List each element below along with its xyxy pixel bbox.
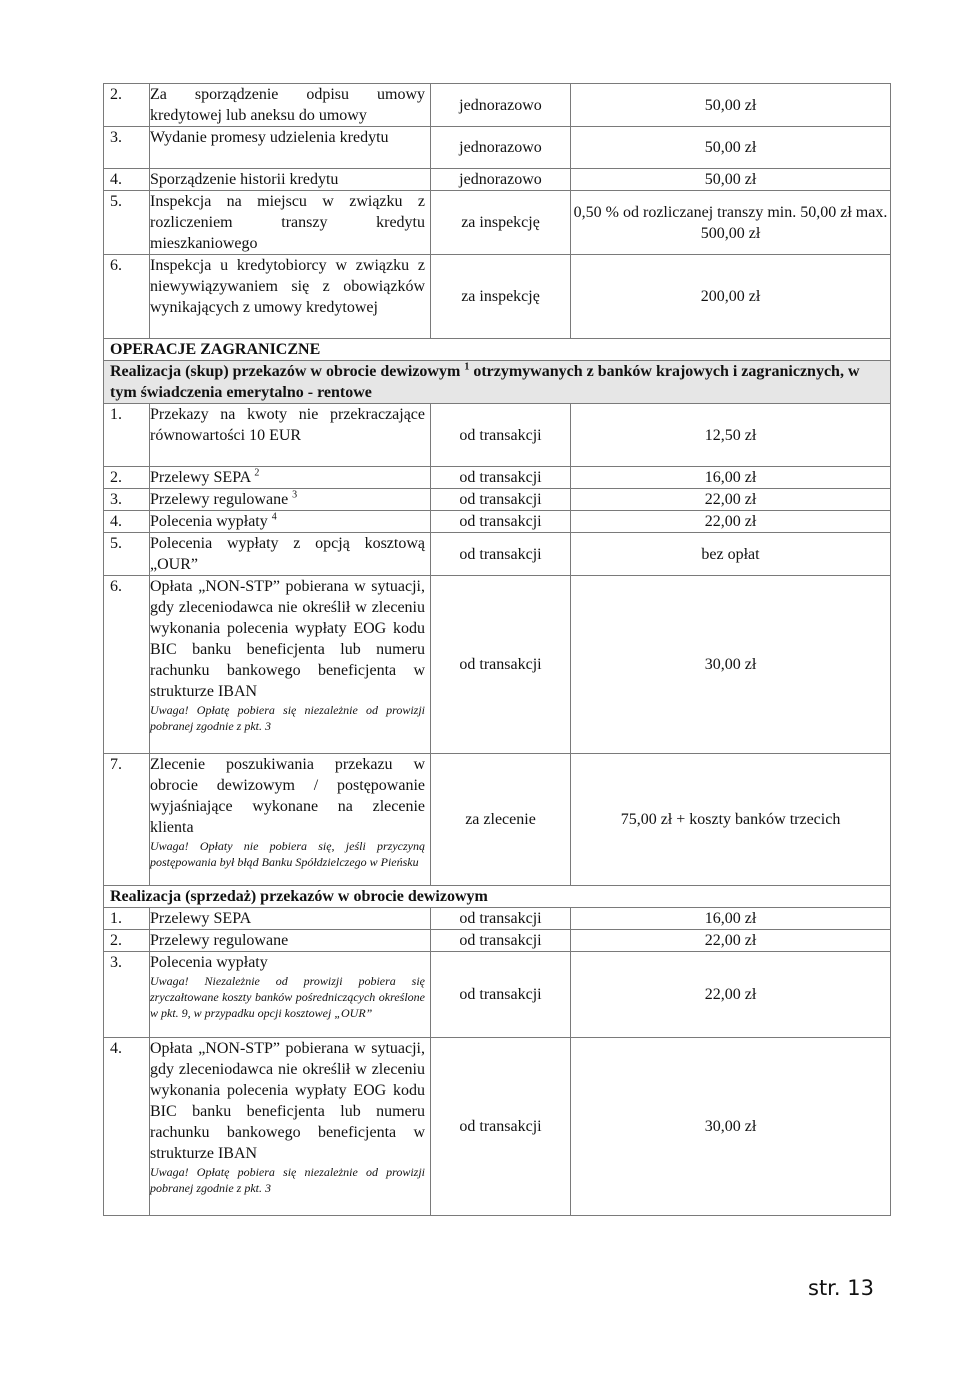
fee-description: Przekazy na kwoty nie przekraczające równowartości 10 EUR bbox=[150, 404, 431, 467]
fee-amount: 22,00 zł bbox=[571, 952, 891, 1038]
row-number: 6. bbox=[104, 255, 150, 339]
fee-basis: jednorazowo bbox=[431, 169, 571, 191]
fee-note: Uwaga! Opłatę pobiera się niezależnie od prowizji pobranej zgodnie z pkt. 3 bbox=[150, 1165, 425, 1195]
fee-description: Polecenia wypłaty z opcją kosztową „OUR” bbox=[150, 533, 431, 576]
fee-amount: 50,00 zł bbox=[571, 169, 891, 191]
table-row bbox=[104, 511, 891, 533]
fee-note: Uwaga! Niezależnie od prowizji pobiera się zryczałtowane koszty banków pośredniczących określone w pkt. 9, w przypadku opcji kosztowej „OUR” bbox=[150, 974, 425, 1020]
fee-basis: jednorazowo bbox=[431, 84, 571, 127]
fee-note: Uwaga! Opłaty nie pobiera się, jeśli przyczyną postępowania był błąd Banku Spółdzielczego w Pieńsku bbox=[150, 839, 425, 869]
row-number: 3. bbox=[104, 952, 150, 1038]
table-row bbox=[104, 908, 891, 930]
fee-basis: od transakcji bbox=[431, 952, 571, 1038]
row-number: 3. bbox=[104, 489, 150, 511]
section-header bbox=[104, 361, 891, 404]
row-number: 5. bbox=[104, 191, 150, 255]
page-number: str. 13 bbox=[808, 1276, 874, 1300]
fee-basis: od transakcji bbox=[431, 489, 571, 511]
fee-table bbox=[103, 83, 891, 1216]
section-title-foreign-operations: OPERACJE ZAGRANICZNE bbox=[104, 339, 891, 361]
section-header bbox=[104, 339, 891, 361]
table-row bbox=[104, 1038, 891, 1216]
fee-basis: od transakcji bbox=[431, 404, 571, 467]
fee-basis: za inspekcję bbox=[431, 255, 571, 339]
fee-amount: 22,00 zł bbox=[571, 930, 891, 952]
row-number: 4. bbox=[104, 169, 150, 191]
fee-note: Uwaga! Opłatę pobiera się niezależnie od prowizji pobranej zgodnie z pkt. 3 bbox=[150, 703, 425, 733]
fee-amount: bez opłat bbox=[571, 533, 891, 576]
table-row bbox=[104, 84, 891, 127]
fee-amount: 50,00 zł bbox=[571, 127, 891, 169]
table-row bbox=[104, 191, 891, 255]
fee-amount: 50,00 zł bbox=[571, 84, 891, 127]
fee-amount: 22,00 zł bbox=[571, 489, 891, 511]
row-number: 2. bbox=[104, 930, 150, 952]
table-row bbox=[104, 255, 891, 339]
fee-basis: od transakcji bbox=[431, 467, 571, 489]
fee-basis: od transakcji bbox=[431, 533, 571, 576]
table-row bbox=[104, 169, 891, 191]
fee-description: Sporządzenie historii kredytu bbox=[150, 169, 431, 191]
table-row bbox=[104, 404, 891, 467]
table-row bbox=[104, 952, 891, 1038]
fee-basis: od transakcji bbox=[431, 930, 571, 952]
section-title-sale: Realizacja (sprzedaż) przekazów w obrocie dewizowym bbox=[104, 886, 891, 908]
row-number: 1. bbox=[104, 908, 150, 930]
table-row bbox=[104, 533, 891, 576]
fee-description: Przelewy SEPA bbox=[150, 908, 431, 930]
row-number: 7. bbox=[104, 754, 150, 886]
table-row bbox=[104, 930, 891, 952]
table-row bbox=[104, 127, 891, 169]
row-number: 3. bbox=[104, 127, 150, 169]
fee-description: Przelewy SEPA $^2$ bbox=[150, 467, 431, 489]
fee-description: Wydanie promesy udzielenia kredytu bbox=[150, 127, 431, 169]
fee-basis: od transakcji bbox=[431, 1038, 571, 1216]
row-number: 2. bbox=[104, 467, 150, 489]
fee-description: Polecenia wypłaty $^4$ bbox=[150, 511, 431, 533]
table-row bbox=[104, 576, 891, 754]
fee-amount: 0,50 % od rozliczanej transzy min. 50,00 zł max. 500,00 zł bbox=[571, 191, 891, 255]
fee-amount: 12,50 zł bbox=[571, 404, 891, 467]
row-number: 6. bbox=[104, 576, 150, 754]
row-number: 5. bbox=[104, 533, 150, 576]
table-row bbox=[104, 754, 891, 886]
fee-basis: od transakcji bbox=[431, 511, 571, 533]
table-row bbox=[104, 489, 891, 511]
fee-amount: 22,00 zł bbox=[571, 511, 891, 533]
fee-description: Inspekcja u kredytobiorcy w związku z niewywiązywaniem się z obowiązków wynikających z umowy kredytowej bbox=[150, 255, 431, 339]
fee-basis: od transakcji bbox=[431, 908, 571, 930]
section-title-purchase: Realizacja (skup) przekazów w obrocie dewizowym $^1$ otrzymywanych z banków krajowych i zagranicznych, w tym świadczenia emerytalno - rentowe bbox=[104, 361, 891, 404]
fee-amount: 30,00 zł bbox=[571, 1038, 891, 1216]
fee-description: Przelewy regulowane $^3$ bbox=[150, 489, 431, 511]
fee-basis: za zlecenie bbox=[431, 754, 571, 886]
fee-description: Zlecenie poszukiwania przekazu w obrocie dewizowym / postępowanie wyjaśniające wykonane na zlecenie klienta Uwaga! Opłaty nie pobiera się, jeśli przyczyną postępowania był błąd Banku Spółdzielczego w Pieńsku bbox=[150, 754, 431, 886]
row-number: 2. bbox=[104, 84, 150, 127]
row-number: 4. bbox=[104, 1038, 150, 1216]
fee-basis: za inspekcję bbox=[431, 191, 571, 255]
fee-description: Za sporządzenie odpisu umowy kredytowej lub aneksu do umowy bbox=[150, 84, 431, 127]
row-number: 4. bbox=[104, 511, 150, 533]
fee-amount: 16,00 zł bbox=[571, 467, 891, 489]
fee-description: Polecenia wypłaty Uwaga! Niezależnie od prowizji pobiera się zryczałtowane koszty banków pośredniczących określone w pkt. 9, w przypadku opcji kosztowej „OUR” bbox=[150, 952, 431, 1038]
fee-description: Inspekcja na miejscu w związku z rozliczeniem transzy kredytu mieszkaniowego bbox=[150, 191, 431, 255]
fee-basis: od transakcji bbox=[431, 576, 571, 754]
fee-description: Przelewy regulowane bbox=[150, 930, 431, 952]
fee-description: Opłata „NON-STP” pobierana w sytuacji, gdy zleceniodawca nie określił w zleceniu wykonania polecenia wypłaty EOG kodu BIC banku beneficjenta lub numeru rachunku bankowego beneficjenta w strukturze IBAN Uwaga! Opłatę pobiera się niezależnie od prowizji pobranej zgodnie z pkt. 3 bbox=[150, 1038, 431, 1216]
fee-amount: 75,00 zł + koszty banków trzecich bbox=[571, 754, 891, 886]
table-row bbox=[104, 467, 891, 489]
section-header bbox=[104, 886, 891, 908]
fee-amount: 16,00 zł bbox=[571, 908, 891, 930]
row-number: 1. bbox=[104, 404, 150, 467]
fee-amount: 30,00 zł bbox=[571, 576, 891, 754]
fee-description: Opłata „NON-STP” pobierana w sytuacji, gdy zleceniodawca nie określił w zleceniu wykonania polecenia wypłaty EOG kodu BIC banku beneficjenta lub numeru rachunku bankowego beneficjenta w strukturze IBAN Uwaga! Opłatę pobiera się niezależnie od prowizji pobranej zgodnie z pkt. 3 bbox=[150, 576, 431, 754]
fee-amount: 200,00 zł bbox=[571, 255, 891, 339]
fee-basis: jednorazowo bbox=[431, 127, 571, 169]
